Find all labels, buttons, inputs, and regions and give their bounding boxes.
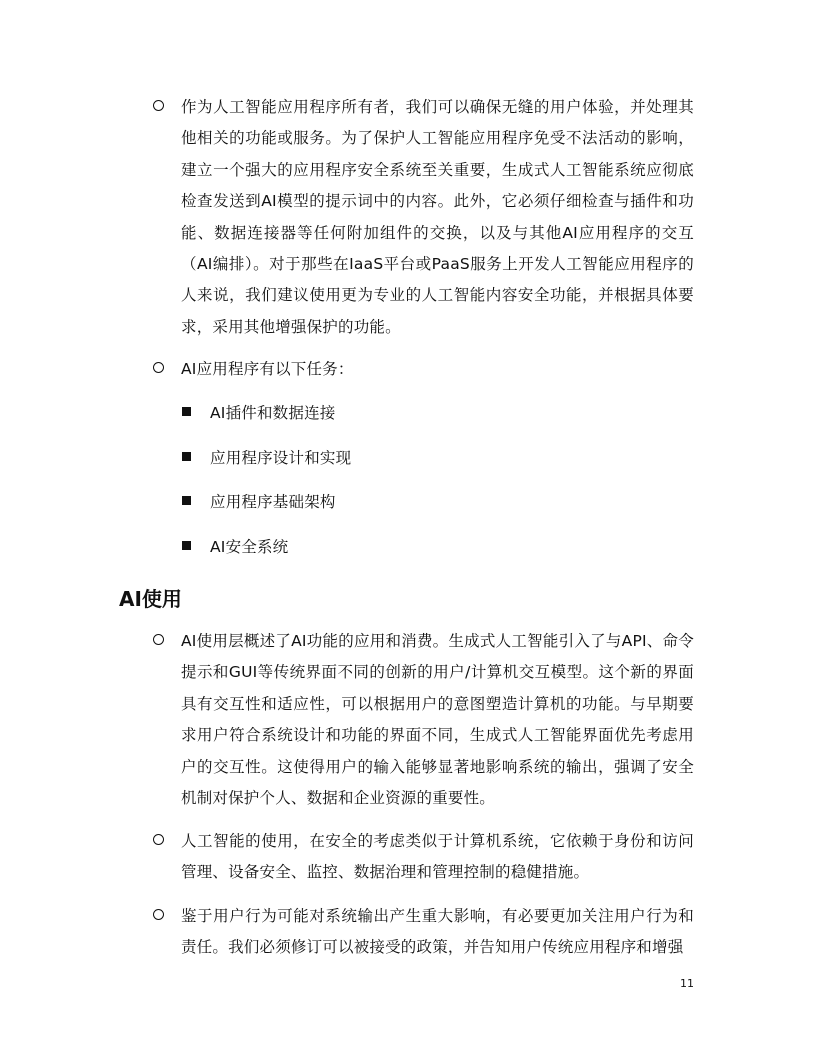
filled-square-bullet-icon [182, 407, 191, 416]
task-label: 应用程序基础架构 [210, 493, 336, 511]
list-item [181, 901, 694, 964]
hollow-circle-bullet-icon [153, 100, 164, 111]
filled-square-bullet-icon [182, 496, 191, 505]
task-label: AI插件和数据连接 [210, 404, 336, 422]
list-item [181, 92, 694, 343]
paragraph-app-tasks: AI应用程序有以下任务： [181, 360, 354, 378]
hollow-circle-bullet-icon [153, 834, 164, 845]
hollow-circle-bullet-icon [153, 909, 164, 920]
list-item [181, 354, 694, 385]
list-item [181, 626, 694, 814]
paragraph-ai-security: 人工智能的使用，在安全的考虑类似于计算机系统，它依赖于身份和访问管理、设备安全、监控、数据治理和管理控制的稳健措施。 [181, 832, 694, 882]
sub-list-item [210, 398, 690, 429]
list-item [181, 826, 694, 889]
sub-list-item [210, 443, 690, 474]
filled-square-bullet-icon [182, 541, 191, 550]
section-heading: AI使用 [119, 587, 182, 611]
task-label: AI安全系统 [210, 538, 289, 556]
page-number: 11 [680, 977, 694, 990]
hollow-circle-bullet-icon [153, 634, 164, 645]
filled-square-bullet-icon [182, 452, 191, 461]
paragraph-user-behavior: 鉴于用户行为可能对系统输出产生重大影响，有必要更加关注用户行为和责任。我们必须修订可以被接受的政策，并告知用户传统应用程序和增强 [181, 907, 694, 957]
task-label: 应用程序设计和实现 [210, 449, 352, 467]
sub-list-item [210, 487, 690, 518]
hollow-circle-bullet-icon [153, 362, 164, 373]
paragraph-app-owner: 作为人工智能应用程序所有者，我们可以确保无缝的用户体验，并处理其他相关的功能或服务。为了保护人工智能应用程序免受不法活动的影响，建立一个强大的应用程序安全系统至关重要，生成式人工智能系统应彻底检查发送到AI模型的提示词中的内容。此外，它必须仔细检查与插件和功能、数据连接器等任何附加组件的交换，以及与其他AI应用程序的交互（AI编排）。对于那些在IaaS平台或PaaS服务上开发人工智能应用程序的人来说，我们建议使用更为专业的人工智能内容安全功能，并根据具体要求，采用其他增强保护的功能。 [181, 98, 694, 336]
sub-list-item [210, 532, 690, 563]
paragraph-ai-usage: AI使用层概述了AI功能的应用和消费。生成式人工智能引入了与API、命令提示和GUI等传统界面不同的创新的用户/计算机交互模型。这个新的界面具有交互性和适应性，可以根据用户的意图塑造计算机的功能。与早期要求用户符合系统设计和功能的界面不同，生成式人工智能界面优先考虑用户的交互性。这使得用户的输入能够显著地影响系统的输出，强调了安全机制对保护个人、数据和企业资源的重要性。 [181, 632, 694, 808]
